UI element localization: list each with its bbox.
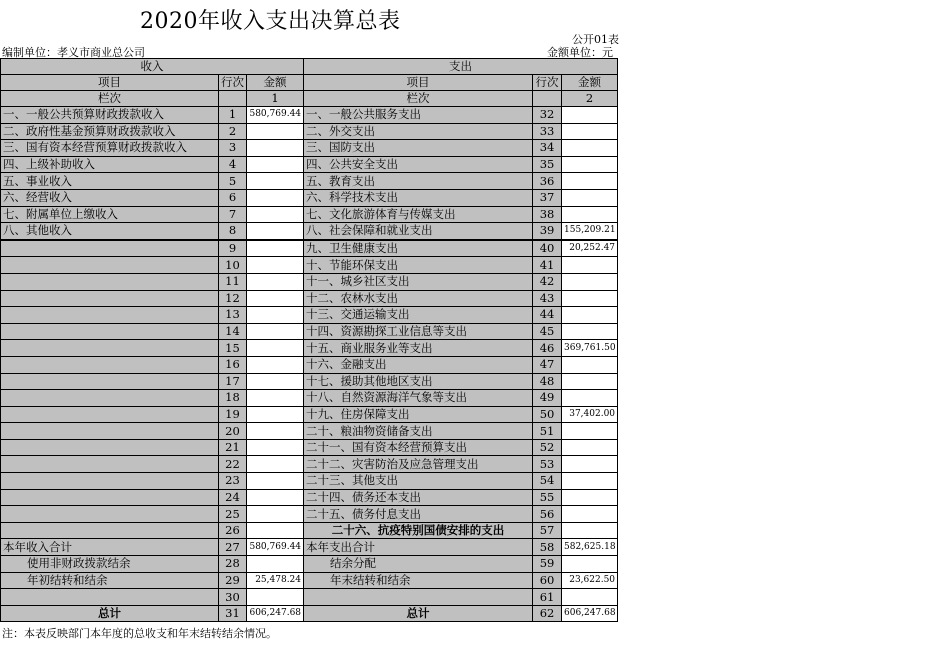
income-item [1,323,219,340]
table-row [1,390,618,407]
expense-amount [562,189,618,206]
expense-amount [562,123,618,140]
income-item: 六、经营收入 [1,189,219,206]
expense-row-number: 35 [533,156,562,173]
expense-amount: 369,761.50 [562,340,618,357]
reporting-unit: 编制单位：孝义市商业总公司 [2,46,145,59]
expense-amount [562,423,618,440]
expense-amount [562,589,618,606]
income-amount [247,556,304,573]
expense-row-number: 56 [533,506,562,523]
income-amount [247,356,304,373]
expense-amount: 37,402.00 [562,406,618,423]
expense-amount: 20,252.47 [562,240,618,257]
income-row-number: 27 [219,539,247,556]
table-row [1,156,618,173]
expense-row-number: 39 [533,223,562,240]
table-row [1,123,618,140]
table-row [1,307,618,324]
income-row-number: 21 [219,439,247,456]
table-row [1,140,618,157]
group-header-row [1,59,618,75]
expense-item: 八、社会保障和就业支出 [304,223,533,240]
income-amount: 606,247.68 [247,605,304,622]
income-row-number: 22 [219,456,247,473]
expense-item [304,589,533,606]
income-row-number: 5 [219,173,247,190]
income-item [1,423,219,440]
income-row-number: 30 [219,589,247,606]
expense-row-number: 43 [533,290,562,307]
currency-unit: 金额单位：元 [547,46,613,59]
income-row-number: 1 [219,107,247,124]
table-row [1,290,618,307]
table-row [1,473,618,490]
table-row [1,223,618,240]
income-amount [247,257,304,274]
income-item: 八、其他收入 [1,223,219,240]
income-amount: 25,478.24 [247,572,304,589]
income-row-number: 14 [219,323,247,340]
income-row-number: 11 [219,273,247,290]
expense-row-number: 52 [533,439,562,456]
income-item: 年初结转和结余 [1,572,219,589]
expense-amount [562,489,618,506]
table-row [1,439,618,456]
income-amount [247,273,304,290]
table-row [1,107,618,124]
income-amount [247,290,304,307]
expense-item: 二、外交支出 [304,123,533,140]
expense-item: 二十三、其他支出 [304,473,533,490]
expense-row-number: 59 [533,556,562,573]
income-row-number: 8 [219,223,247,240]
income-item [1,456,219,473]
expense-amount [562,206,618,223]
expense-amount [562,456,618,473]
expense-row-number: 50 [533,406,562,423]
income-item [1,373,219,390]
expense-row-number: 60 [533,572,562,589]
table-row [1,423,618,440]
table-row [1,173,618,190]
expense-amount [562,522,618,539]
expense-amount [562,323,618,340]
expense-item: 二十六、抗疫特别国债安排的支出 [304,522,533,539]
expense-item: 七、文化旅游体育与传媒支出 [304,206,533,223]
income-row-number: 29 [219,572,247,589]
income-group-header: 收入 [1,59,304,75]
income-item: 七、附属单位上缴收入 [1,206,219,223]
table-row [1,489,618,506]
income-column-number: 1 [247,91,304,107]
income-item [1,290,219,307]
income-item [1,257,219,274]
income-row-number: 9 [219,240,247,257]
expense-item: 十一、城乡社区支出 [304,273,533,290]
expense-row-number: 62 [533,605,562,622]
expense-amount: 23,622.50 [562,572,618,589]
expense-group-header: 支出 [304,59,618,75]
expense-column-label: 栏次 [304,91,533,107]
expense-row-number: 37 [533,189,562,206]
income-row-number: 7 [219,206,247,223]
expense-amount [562,356,618,373]
table-row [1,356,618,373]
expense-amount [562,307,618,324]
income-row-number: 10 [219,257,247,274]
income-amount [247,323,304,340]
table-row [1,406,618,423]
expense-item: 二十二、灾害防治及应急管理支出 [304,456,533,473]
table-row [1,556,618,573]
expense-row-number: 46 [533,340,562,357]
income-amount [247,140,304,157]
report-title: 2020年收入支出决算总表 [140,9,401,34]
income-row-number: 2 [219,123,247,140]
income-amount [247,506,304,523]
income-amount [247,373,304,390]
income-item: 一、一般公共预算财政拨款收入 [1,107,219,124]
expense-amount [562,556,618,573]
income-item: 本年收入合计 [1,539,219,556]
expense-item: 三、国防支出 [304,140,533,157]
income-row-number: 25 [219,506,247,523]
summary-table [0,58,618,622]
table-row [1,539,618,556]
expense-item: 二十四、债务还本支出 [304,489,533,506]
expense-item: 年末结转和结余 [304,572,533,589]
expense-amount [562,290,618,307]
expense-row-number: 34 [533,140,562,157]
expense-row-number: 40 [533,240,562,257]
income-row-number: 13 [219,307,247,324]
table-row [1,605,618,622]
income-amount: 580,769.44 [247,539,304,556]
table-row [1,373,618,390]
expense-amount-header: 金额 [562,75,618,91]
income-column-label: 栏次 [1,91,219,107]
income-item: 五、事业收入 [1,173,219,190]
expense-item-header: 项目 [304,75,533,91]
expense-item: 十八、自然资源海洋气象等支出 [304,390,533,407]
income-amount [247,423,304,440]
income-row-number: 12 [219,290,247,307]
expense-item: 六、科学技术支出 [304,189,533,206]
income-row-number: 4 [219,156,247,173]
expense-row-number: 36 [533,173,562,190]
table-row [1,522,618,539]
expense-rowno-header: 行次 [533,75,562,91]
expense-item: 一、一般公共服务支出 [304,107,533,124]
income-item [1,506,219,523]
income-item [1,589,219,606]
table-row [1,340,618,357]
income-amount-header: 金额 [247,75,304,91]
expense-row-number: 57 [533,522,562,539]
expense-amount [562,107,618,124]
column-header-row [1,75,618,91]
table-row [1,189,618,206]
table-row [1,456,618,473]
expense-row-number: 61 [533,589,562,606]
expense-item: 总计 [304,605,533,622]
expense-item: 十五、商业服务业等支出 [304,340,533,357]
income-amount [247,240,304,257]
expense-row-number: 48 [533,373,562,390]
income-amount [247,156,304,173]
income-row-number: 16 [219,356,247,373]
income-item [1,356,219,373]
expense-item: 二十五、债务付息支出 [304,506,533,523]
income-row-number: 17 [219,373,247,390]
expense-amount: 606,247.68 [562,605,618,622]
income-amount [247,406,304,423]
table-row [1,589,618,606]
expense-row-number: 51 [533,423,562,440]
table-row [1,323,618,340]
column-label-row [1,91,618,107]
income-amount [247,123,304,140]
expense-row-number: 32 [533,107,562,124]
footnote: 注：本表反映部门本年度的总收支和年末结转结余情况。 [2,627,277,640]
expense-amount [562,506,618,523]
income-amount [247,173,304,190]
table-row [1,257,618,274]
expense-item: 四、公共安全支出 [304,156,533,173]
income-amount [247,522,304,539]
expense-item: 二十一、国有资本经营预算支出 [304,439,533,456]
expense-item: 五、教育支出 [304,173,533,190]
expense-item: 九、卫生健康支出 [304,240,533,257]
table-row [1,273,618,290]
expense-item: 本年支出合计 [304,539,533,556]
expense-row-number: 33 [533,123,562,140]
expense-amount [562,390,618,407]
income-amount [247,223,304,240]
income-item [1,240,219,257]
expense-row-number: 41 [533,257,562,274]
table-row [1,240,618,257]
income-amount: 580,769.44 [247,107,304,124]
expense-amount [562,140,618,157]
income-row-number: 26 [219,522,247,539]
table-row [1,572,618,589]
table-row [1,506,618,523]
income-item [1,522,219,539]
income-amount [247,340,304,357]
income-row-number: 24 [219,489,247,506]
income-amount [247,390,304,407]
expense-amount [562,273,618,290]
income-item: 四、上级补助收入 [1,156,219,173]
expense-item: 结余分配 [304,556,533,573]
income-row-number: 3 [219,140,247,157]
income-item [1,473,219,490]
income-item: 总计 [1,605,219,622]
expense-row-number: 53 [533,456,562,473]
income-item: 使用非财政拨款结余 [1,556,219,573]
income-row-number: 19 [219,406,247,423]
table-row [1,206,618,223]
expense-row-number: 44 [533,307,562,324]
expense-row-number: 38 [533,206,562,223]
income-item: 二、政府性基金预算财政拨款收入 [1,123,219,140]
expense-row-number: 55 [533,489,562,506]
expense-amount: 155,209.21 [562,223,618,240]
income-amount [247,456,304,473]
income-item [1,340,219,357]
income-item: 三、国有资本经营预算财政拨款收入 [1,140,219,157]
income-row-number: 15 [219,340,247,357]
expense-amount [562,439,618,456]
expense-item: 十二、农林水支出 [304,290,533,307]
expense-item: 十、节能环保支出 [304,257,533,274]
income-rowno-header: 行次 [219,75,247,91]
expense-amount [562,156,618,173]
expense-row-number: 45 [533,323,562,340]
income-item [1,390,219,407]
income-item [1,406,219,423]
expense-row-number: 49 [533,390,562,407]
income-row-number: 23 [219,473,247,490]
income-amount [247,439,304,456]
expense-item: 十四、资源勘探工业信息等支出 [304,323,533,340]
income-amount [247,589,304,606]
expense-amount [562,173,618,190]
income-amount [247,307,304,324]
expense-amount [562,473,618,490]
expense-row-number: 42 [533,273,562,290]
income-amount [247,189,304,206]
expense-row-number: 47 [533,356,562,373]
income-item [1,489,219,506]
expense-item: 十六、金融支出 [304,356,533,373]
income-row-number: 6 [219,189,247,206]
expense-item: 十三、交通运输支出 [304,307,533,324]
expense-row-number: 54 [533,473,562,490]
income-amount [247,489,304,506]
expense-column-number: 2 [562,91,618,107]
expense-amount: 582,625.18 [562,539,618,556]
income-row-number: 20 [219,423,247,440]
income-item-header: 项目 [1,75,219,91]
form-number: 公开01表 [572,33,619,46]
expense-amount [562,257,618,274]
income-amount [247,206,304,223]
expense-item: 十九、住房保障支出 [304,406,533,423]
income-row-number: 28 [219,556,247,573]
income-item [1,273,219,290]
income-item [1,307,219,324]
expense-item: 二十、粮油物资储备支出 [304,423,533,440]
income-amount [247,473,304,490]
expense-item: 十七、援助其他地区支出 [304,373,533,390]
income-column-blank [219,91,247,107]
expense-column-blank [533,91,562,107]
income-row-number: 18 [219,390,247,407]
expense-row-number: 58 [533,539,562,556]
income-row-number: 31 [219,605,247,622]
income-item [1,439,219,456]
expense-amount [562,373,618,390]
